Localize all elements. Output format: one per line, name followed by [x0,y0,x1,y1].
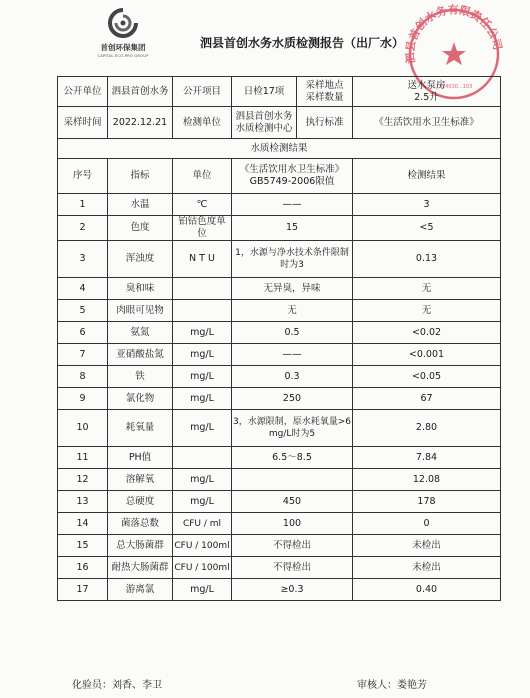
cell-unit: mg/L [173,388,232,410]
cell-unit: mg/L [173,410,232,447]
table-row [58,469,501,491]
inspector-line: 化验员：刘香、李卫 [72,680,162,691]
cell-indicator: 亚硝酸盐氮 [108,344,173,366]
table-row [58,216,501,241]
cell-limit: —— [232,194,353,216]
cell-result: 3 [353,194,501,216]
cell-limit: 100 [232,513,353,535]
cell-unit [173,300,232,322]
lab-label: 检测单位 [173,107,232,139]
cell-unit: CFU / ml [173,513,232,535]
cell-result: <0.001 [353,344,501,366]
std-value: 《生活饮用水卫生标准》 [353,107,501,139]
column-header-row [58,159,501,194]
cell-indicator: 耐热大肠菌群 [108,557,173,579]
logo-company-name: 首创环保集团 [100,43,146,52]
cell-unit: mg/L [173,469,232,491]
cell-unit: mg/L [173,322,232,344]
cell-result: <5 [353,216,501,241]
cell-unit: CFU / 100ml [173,557,232,579]
cell-unit: mg/L [173,579,232,601]
logo-english-name: CAPITAL ECO-PRO GROUP [97,53,149,58]
cell-no: 13 [58,491,108,513]
table-row [58,579,501,601]
cell-no: 15 [58,535,108,557]
svg-text:泗县首创水务有限责任公司: 泗县首创水务有限责任公司 [403,4,505,65]
cell-no: 9 [58,388,108,410]
lab-value: 泗县首创水务 水质检测中心 [232,107,297,139]
table-row [58,513,501,535]
table-row [58,241,501,278]
cell-limit: 15 [232,216,353,241]
cell-no: 14 [58,513,108,535]
col-result: 检测结果 [353,159,501,194]
cell-unit: mg/L [173,366,232,388]
cell-no: 7 [58,344,108,366]
table-row [58,491,501,513]
cell-unit [173,278,232,300]
table-row [58,410,501,447]
cell-no: 17 [58,579,108,601]
cell-no: 3 [58,241,108,278]
cell-indicator: 总大肠菌群 [108,535,173,557]
cell-result: 178 [353,491,501,513]
table-row [58,388,501,410]
report-table [57,76,501,601]
table-row [58,557,501,579]
cell-no: 12 [58,469,108,491]
logo-swirl-icon [108,8,138,38]
cell-no: 5 [58,300,108,322]
cell-no: 8 [58,366,108,388]
cell-result: 12.08 [353,469,501,491]
cell-unit [173,447,232,469]
cell-indicator: 游离氯 [108,579,173,601]
cell-result: 2.80 [353,410,501,447]
table-row [58,322,501,344]
table-row [58,366,501,388]
cell-limit: 不得检出 [232,557,353,579]
cell-no: 1 [58,194,108,216]
cell-unit: CFU / 100ml [173,535,232,557]
cell-result: 0.13 [353,241,501,278]
cell-no: 11 [58,447,108,469]
cell-result: 67 [353,388,501,410]
cell-indicator: 肉眼可见物 [108,300,173,322]
cell-indicator: 溶解氧 [108,469,173,491]
cell-indicator: 总硬度 [108,491,173,513]
cell-limit [232,469,353,491]
cell-result: 未检出 [353,557,501,579]
cell-no: 2 [58,216,108,241]
col-limit: 《生活饮用水卫生标准》 GB5749-2006限值 [232,159,353,194]
cell-indicator: 氨氮 [108,322,173,344]
unit-value: 泗县首创水务 [108,77,173,107]
unit-label: 公开单位 [58,77,108,107]
cell-indicator: 臭和味 [108,278,173,300]
cell-result: 0 [353,513,501,535]
cell-indicator: 浑浊度 [108,241,173,278]
cell-limit: 6.5～8.5 [232,447,353,469]
cell-unit: mg/L [173,344,232,366]
site-value: 送水泵房 2.5升 [353,77,501,107]
svg-text:1324030...103: 1324030...103 [435,84,473,90]
cell-limit: 0.5 [232,322,353,344]
cell-limit: 450 [232,491,353,513]
report-title: 泗县首创水务水质检测报告（出厂水） [200,36,405,50]
items-label: 公开项目 [173,77,232,107]
col-no: 序号 [58,159,108,194]
time-label: 采样时间 [58,107,108,139]
cell-result: 未检出 [353,535,501,557]
table-row [58,535,501,557]
table-row [58,344,501,366]
cell-result: 无 [353,300,501,322]
cell-indicator: 菌落总数 [108,513,173,535]
cell-limit: 0.3 [232,366,353,388]
reviewer-line: 审核人：娄艳芳 [357,680,427,691]
cell-limit: 250 [232,388,353,410]
cell-limit: 不得检出 [232,535,353,557]
col-indicator: 指标 [108,159,173,194]
cell-result: <0.02 [353,322,501,344]
cell-limit: ≥0.3 [232,579,353,601]
cell-result: <0.05 [353,366,501,388]
cell-no: 16 [58,557,108,579]
items-value: 日检17项 [232,77,297,107]
cell-result: 7.84 [353,447,501,469]
table-row [58,447,501,469]
time-value: 2022.12.21 [108,107,173,139]
table-row [58,194,501,216]
site-label: 采样地点 采样数量 [297,77,353,107]
table-row [58,300,501,322]
cell-limit: 无 [232,300,353,322]
cell-indicator: PH值 [108,447,173,469]
cell-indicator: 水温 [108,194,173,216]
section-row [58,139,501,159]
cell-no: 4 [58,278,108,300]
cell-indicator: 铁 [108,366,173,388]
cell-result: 无 [353,278,501,300]
cell-unit: mg/L [173,491,232,513]
table-row [58,278,501,300]
cell-limit: —— [232,344,353,366]
cell-unit: N T U [173,241,232,278]
info-row-2 [58,107,501,139]
cell-limit: 3，水源限制，原水耗氧量>6 mg/L时为5 [232,410,353,447]
company-logo [88,8,158,64]
cell-result: 0.40 [353,579,501,601]
col-unit: 单位 [173,159,232,194]
cell-no: 10 [58,410,108,447]
cell-indicator: 色度 [108,216,173,241]
section-title: 水质检测结果 [58,139,501,159]
std-label: 执行标准 [297,107,353,139]
cell-no: 6 [58,322,108,344]
info-row-1 [58,77,501,107]
cell-unit: ℃ [173,194,232,216]
cell-limit: 1，水源与净水技术条件限制 时为3 [232,241,353,278]
cell-unit: 铂钴色度单位 [173,216,232,241]
cell-indicator: 氯化物 [108,388,173,410]
cell-limit: 无异臭，异味 [232,278,353,300]
cell-indicator: 耗氧量 [108,410,173,447]
